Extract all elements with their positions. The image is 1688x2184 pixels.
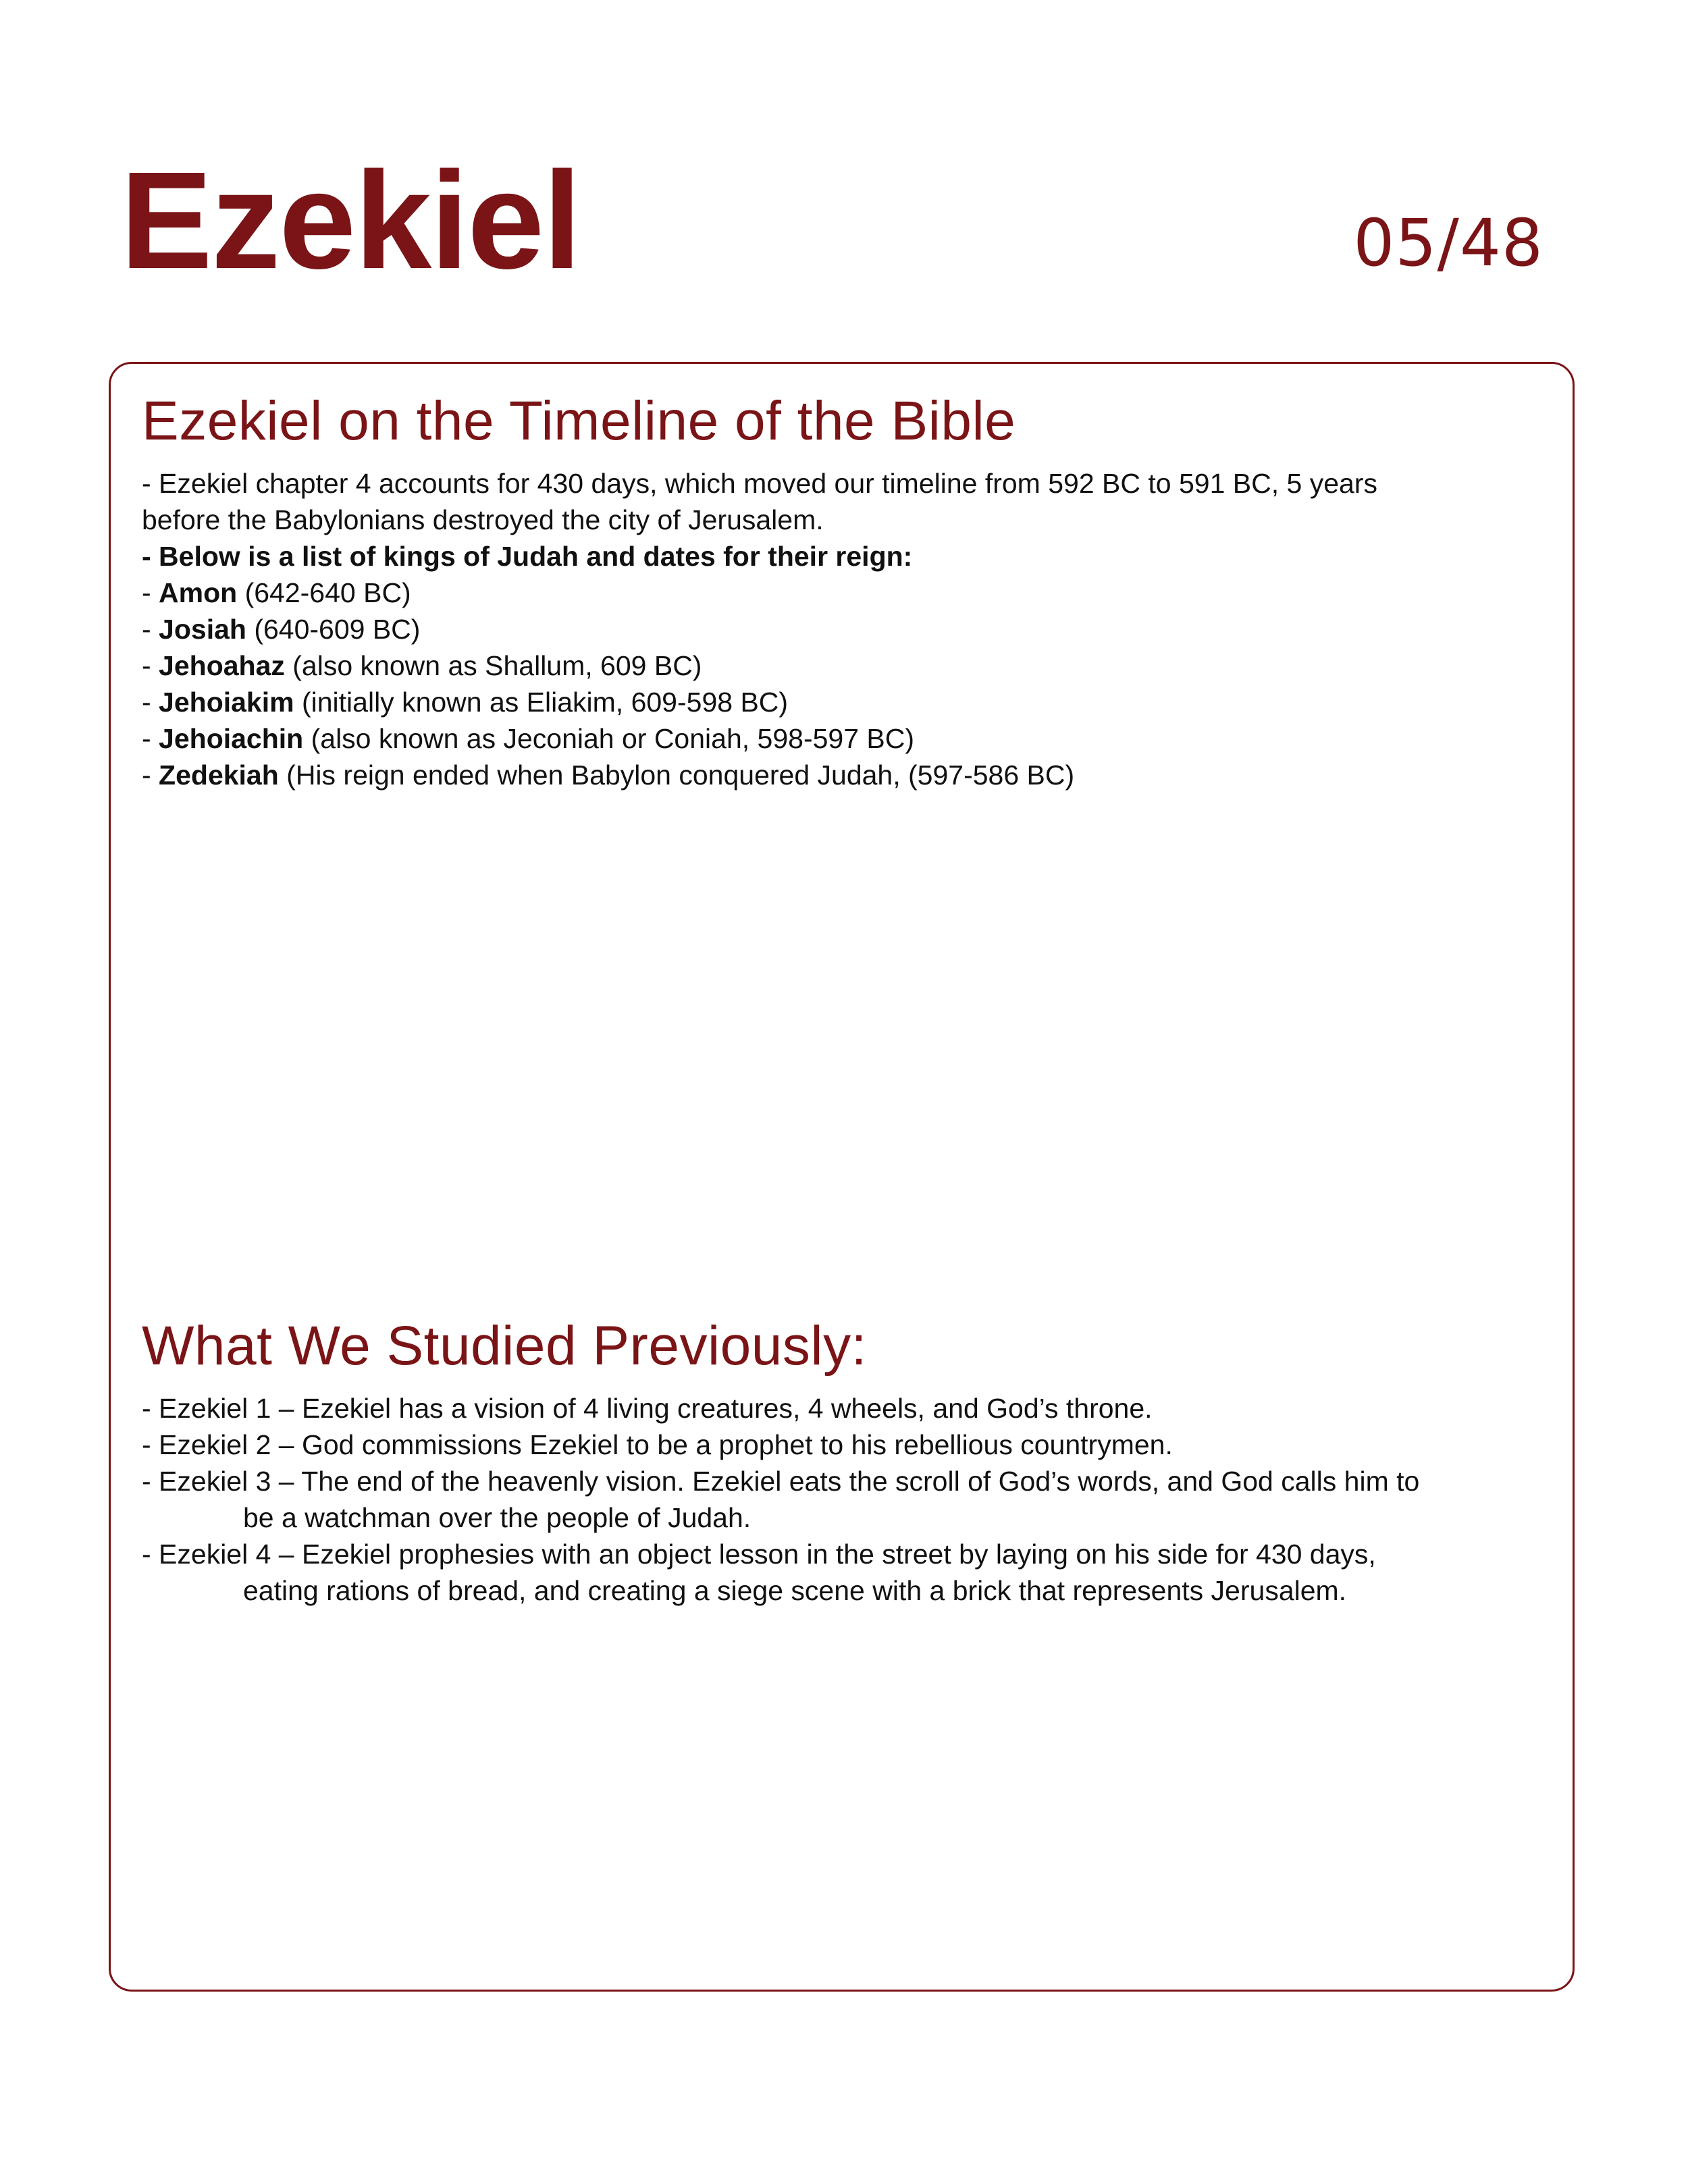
king-detail: (His reign ended when Babylon conquered Judah, (597-586 BC) <box>278 760 1075 791</box>
king-name: Jehoiakim <box>159 687 294 718</box>
previous-item: - Ezekiel 3 – The end of the heavenly vision. Ezekiel eats the scroll of God’s words, and God calls him to <box>142 1466 1420 1497</box>
king-name: Jehoiachin <box>159 723 304 754</box>
previous-section <box>142 1309 1541 1609</box>
previous-item: - Ezekiel 4 – Ezekiel prophesies with an object lesson in the street by laying on his side for 430 days, <box>142 1539 1376 1570</box>
previous-item: - Ezekiel 1 – Ezekiel has a vision of 4 living creatures, 4 wheels, and God’s throne. <box>142 1393 1153 1424</box>
king-item <box>142 647 1541 684</box>
king-item <box>142 757 1541 793</box>
timeline-intro-line: - Ezekiel chapter 4 accounts for 430 days, which moved our timeline from 592 BC to 591 BC, 5 years <box>142 468 1377 499</box>
previous-item-continuation: eating rations of bread, and creating a siege scene with a brick that represents Jerusalem. <box>243 1575 1347 1606</box>
king-item <box>142 611 1541 647</box>
timeline-heading: Ezekiel on the Timeline of the Bible <box>142 390 1016 452</box>
king-item <box>142 684 1541 720</box>
previous-item-continuation: be a watchman over the people of Judah. <box>243 1502 751 1533</box>
king-bullet: - <box>142 650 159 681</box>
content-box <box>109 362 1575 1992</box>
timeline-section <box>142 384 1541 793</box>
king-detail: (640-609 BC) <box>246 614 421 645</box>
previous-body <box>142 1390 1541 1609</box>
timeline-body <box>142 465 1541 793</box>
king-detail: (also known as Jeconiah or Coniah, 598-597 BC) <box>303 723 915 754</box>
king-bullet: - <box>142 723 159 754</box>
king-bullet: - <box>142 760 159 791</box>
previous-item: - Ezekiel 2 – God commissions Ezekiel to be a prophet to his rebellious countrymen. <box>142 1429 1173 1460</box>
king-name: Amon <box>159 577 238 608</box>
king-item <box>142 720 1541 757</box>
timeline-intro-line: before the Babylonians destroyed the city of Jerusalem. <box>142 504 824 535</box>
kings-list-intro-text: - Below is a list of kings of Judah and dates for their reign: <box>142 541 913 572</box>
king-name: Jehoahaz <box>159 650 285 681</box>
king-detail: (also known as Shallum, 609 BC) <box>284 650 702 681</box>
king-bullet: - <box>142 614 159 645</box>
king-item <box>142 575 1541 611</box>
king-name: Zedekiah <box>159 760 279 791</box>
previous-heading: What We Studied Previously: <box>142 1315 867 1377</box>
king-name: Josiah <box>159 614 246 645</box>
king-bullet: - <box>142 577 159 608</box>
king-detail: (initially known as Eliakim, 609-598 BC) <box>294 687 789 718</box>
king-bullet: - <box>142 687 159 718</box>
king-detail: (642-640 BC) <box>237 577 411 608</box>
page-number: 05/48 <box>1353 205 1544 281</box>
kings-list-intro <box>142 538 1541 575</box>
page-title: Ezekiel <box>120 143 581 298</box>
